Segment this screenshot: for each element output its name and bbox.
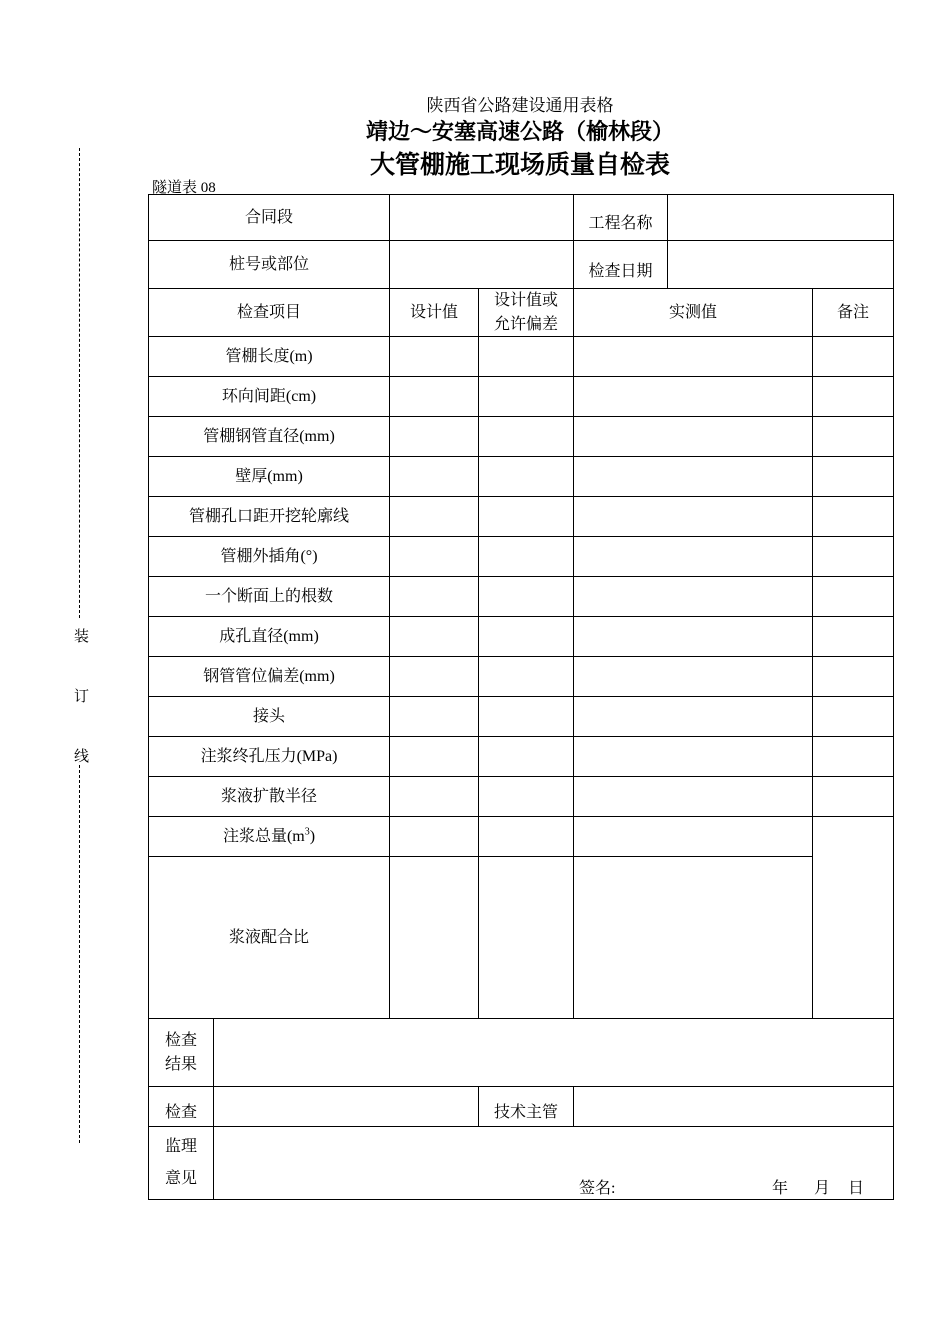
result-field[interactable]	[214, 1019, 894, 1087]
inspection-date-label: 检查日期	[574, 241, 668, 289]
measured-value-cell[interactable]	[574, 697, 813, 737]
remarks-cell[interactable]	[813, 337, 894, 377]
col-measured-header: 实测值	[574, 289, 813, 337]
measured-value-cell[interactable]	[574, 337, 813, 377]
item-label: 成孔直径(mm)	[149, 617, 390, 657]
design-value-cell[interactable]	[390, 537, 479, 577]
item-label: 接头	[149, 697, 390, 737]
col-tolerance-line2: 允许偏差	[494, 315, 559, 333]
binding-char-3: 线	[74, 749, 90, 765]
col-tolerance-line1: 设计值或	[494, 292, 559, 310]
date-month-label: 月	[814, 1180, 831, 1197]
station-label: 桩号或部位	[149, 241, 390, 289]
contract-row	[149, 195, 894, 241]
remarks-cell[interactable]	[813, 417, 894, 457]
remarks-cell[interactable]	[813, 577, 894, 617]
design-value-cell[interactable]	[390, 657, 479, 697]
item-label: 注浆终孔压力(MPa)	[149, 737, 390, 777]
mix-ratio-design-cell[interactable]	[390, 857, 479, 1019]
binding-char-1: 装	[74, 629, 90, 645]
item-row	[149, 617, 894, 657]
design-value-cell[interactable]	[390, 617, 479, 657]
remarks-cell[interactable]	[813, 697, 894, 737]
result-label	[149, 1019, 214, 1087]
inspector-label: 检查	[149, 1087, 214, 1127]
signature-label: 签名:	[579, 1180, 616, 1197]
project-name-field[interactable]	[668, 195, 894, 241]
supervision-label-line1: 监理	[164, 1138, 197, 1155]
remarks-cell[interactable]	[813, 377, 894, 417]
design-value-cell[interactable]	[390, 777, 479, 817]
grout-volume-label: 注浆总量$(m^3)$	[149, 817, 390, 857]
project-name-label: 工程名称	[574, 195, 668, 241]
tech-manager-field[interactable]	[574, 1087, 894, 1127]
design-value-cell[interactable]	[390, 697, 479, 737]
grout-volume-tolerance-cell[interactable]	[479, 817, 574, 857]
date-day-label: 日	[848, 1180, 865, 1197]
inspection-form-table	[148, 194, 894, 1200]
tolerance-cell[interactable]	[479, 697, 574, 737]
remarks-cell[interactable]	[813, 617, 894, 657]
design-value-cell[interactable]	[390, 377, 479, 417]
col-design-header: 设计值	[390, 289, 479, 337]
binding-char-2: 订	[74, 689, 90, 705]
result-label-line1: 检查	[164, 1032, 197, 1050]
station-row	[149, 241, 894, 289]
mix-ratio-tolerance-cell[interactable]	[479, 857, 574, 1019]
contract-label: 合同段	[149, 195, 390, 241]
measured-value-cell[interactable]	[574, 657, 813, 697]
remarks-cell[interactable]	[813, 737, 894, 777]
measured-value-cell[interactable]	[574, 377, 813, 417]
column-header-row	[149, 289, 894, 337]
station-field[interactable]	[390, 241, 574, 289]
design-value-cell[interactable]	[390, 737, 479, 777]
inspection-row	[149, 1087, 894, 1127]
result-label-line2: 结果	[164, 1055, 197, 1073]
tolerance-cell[interactable]	[479, 577, 574, 617]
measured-value-cell[interactable]	[574, 457, 813, 497]
contract-field[interactable]	[390, 195, 574, 241]
supervision-label-line2: 意见	[164, 1170, 197, 1187]
tolerance-cell[interactable]	[479, 777, 574, 817]
design-value-cell[interactable]	[390, 337, 479, 377]
supervision-row	[149, 1127, 894, 1200]
date-year-label: 年	[772, 1180, 789, 1197]
measured-value-cell[interactable]	[574, 737, 813, 777]
tech-manager-label: 技术主管	[479, 1087, 574, 1127]
col-item-header: 检查项目	[149, 289, 390, 337]
item-row	[149, 777, 894, 817]
tolerance-cell[interactable]	[479, 617, 574, 657]
measured-value-cell[interactable]	[574, 777, 813, 817]
item-row	[149, 537, 894, 577]
remarks-cell[interactable]	[813, 537, 894, 577]
item-row	[149, 377, 894, 417]
item-label: 管棚长度(m)	[149, 337, 390, 377]
item-label: 管棚孔口距开挖轮廓线	[149, 497, 390, 537]
grout-volume-measured-cell[interactable]	[574, 817, 813, 857]
item-row	[149, 737, 894, 777]
measured-value-cell[interactable]	[574, 577, 813, 617]
design-value-cell[interactable]	[390, 577, 479, 617]
tolerance-cell[interactable]	[479, 657, 574, 697]
measured-value-cell[interactable]	[574, 497, 813, 537]
item-row	[149, 497, 894, 537]
form-number: 隧道表 08	[152, 180, 216, 196]
grout-volume-row	[149, 817, 894, 857]
col-tolerance-header	[479, 289, 574, 337]
grout-remarks-cell[interactable]	[813, 817, 894, 1019]
tolerance-cell[interactable]	[479, 337, 574, 377]
organization-heading: 陕西省公路建设通用表格	[426, 96, 614, 115]
tolerance-cell[interactable]	[479, 537, 574, 577]
item-label: 壁厚(mm)	[149, 457, 390, 497]
remarks-cell[interactable]	[813, 657, 894, 697]
item-label: 钢管管位偏差(mm)	[149, 657, 390, 697]
form-title: 大管棚施工现场质量自检表	[369, 150, 670, 179]
tolerance-cell[interactable]	[479, 497, 574, 537]
inspector-field[interactable]	[214, 1087, 479, 1127]
col-remarks-header: 备注	[813, 289, 894, 337]
measured-value-cell[interactable]	[574, 537, 813, 577]
item-row	[149, 657, 894, 697]
item-label: 一个断面上的根数	[149, 577, 390, 617]
design-value-cell[interactable]	[390, 457, 479, 497]
mix-ratio-row	[149, 857, 894, 1019]
item-label: 管棚外插角(°)	[149, 537, 390, 577]
measured-value-cell[interactable]	[574, 417, 813, 457]
result-row	[149, 1019, 894, 1087]
remarks-cell[interactable]	[813, 457, 894, 497]
item-label: 浆液扩散半径	[149, 777, 390, 817]
item-row	[149, 337, 894, 377]
item-row	[149, 697, 894, 737]
item-label: 管棚钢管直径(mm)	[149, 417, 390, 457]
inspection-date-field[interactable]	[668, 241, 894, 289]
item-row	[149, 457, 894, 497]
tolerance-cell[interactable]	[479, 457, 574, 497]
remarks-cell[interactable]	[813, 777, 894, 817]
measured-value-cell[interactable]	[574, 617, 813, 657]
mix-ratio-label: 浆液配合比	[149, 857, 390, 1019]
item-row	[149, 577, 894, 617]
design-value-cell[interactable]	[390, 497, 479, 537]
tolerance-cell[interactable]	[479, 737, 574, 777]
supervision-field[interactable]	[214, 1127, 894, 1200]
design-value-cell[interactable]	[390, 417, 479, 457]
binding-line-top	[79, 148, 80, 618]
binding-line-bottom	[79, 765, 80, 1143]
remarks-cell[interactable]	[813, 497, 894, 537]
item-label: 环向间距(cm)	[149, 377, 390, 417]
supervision-label	[149, 1127, 214, 1200]
mix-ratio-measured-cell[interactable]	[574, 857, 813, 1019]
tolerance-cell[interactable]	[479, 377, 574, 417]
tolerance-cell[interactable]	[479, 417, 574, 457]
project-heading: 靖边～安塞高速公路（榆林段）	[365, 120, 674, 145]
grout-volume-design-cell[interactable]	[390, 817, 479, 857]
item-row	[149, 417, 894, 457]
